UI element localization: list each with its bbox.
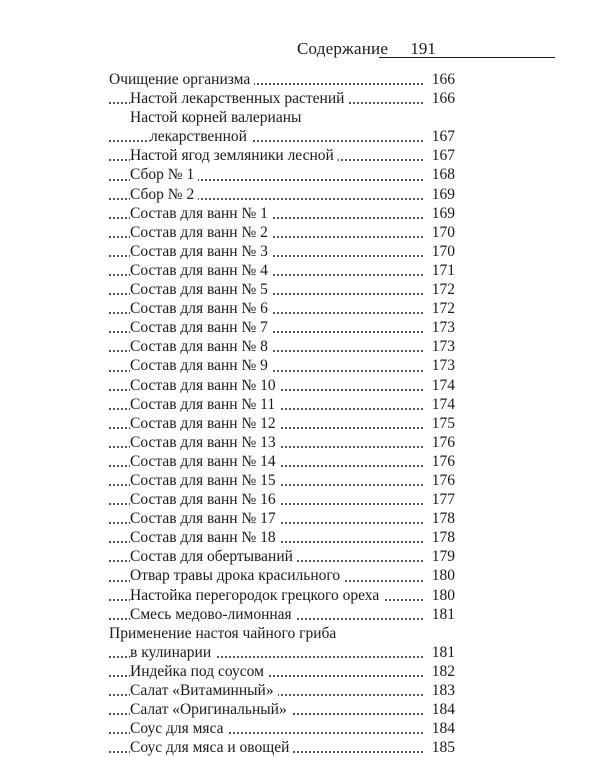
toc-entry-title: Состав для ванн № 1 <box>130 204 272 223</box>
toc-entry <box>109 395 455 414</box>
toc-entry-page-number: 169 <box>425 204 455 223</box>
toc-entry <box>109 528 455 547</box>
toc-entry <box>109 586 455 605</box>
toc-entry-page-number: 180 <box>425 566 455 585</box>
toc-entry <box>109 643 455 662</box>
toc-entry-title: лекарственной <box>150 127 251 146</box>
toc-entry <box>109 471 455 490</box>
toc-entry <box>109 547 455 566</box>
toc-entry-title: Состав для ванн № 16 <box>130 490 280 509</box>
toc-entry <box>109 299 455 318</box>
toc-entry-page-number: 184 <box>425 719 455 738</box>
toc-entry <box>109 509 455 528</box>
toc-entry <box>109 376 455 395</box>
toc-entry-title: Индейка под соусом <box>130 662 268 681</box>
toc-entry <box>109 318 455 337</box>
toc-entry-page-number: 174 <box>425 376 455 395</box>
toc-entry-page-number: 183 <box>425 681 455 700</box>
toc-entry <box>109 624 455 643</box>
toc-entry <box>109 261 455 280</box>
toc-entry-page-number: 167 <box>425 146 455 165</box>
toc-entry <box>109 700 455 719</box>
toc-entry-page-number: 166 <box>425 89 455 108</box>
toc-entry-title: Состав для ванн № 18 <box>130 528 280 547</box>
toc-entry-title: Состав для ванн № 17 <box>130 509 280 528</box>
toc-entry-page-number: 172 <box>425 299 455 318</box>
toc-entry-page-number: 181 <box>425 605 455 624</box>
header-page-number: 191 <box>410 39 436 58</box>
toc-entry <box>109 242 455 261</box>
toc-entry <box>109 605 455 624</box>
toc-entry-page-number: 167 <box>425 127 455 146</box>
toc-entry <box>109 433 455 452</box>
toc-entry-title: Состав для ванн № 5 <box>130 280 272 299</box>
toc-entry-title: Состав для ванн № 13 <box>130 433 280 452</box>
toc-entry-page-number: 184 <box>425 700 455 719</box>
toc-entry <box>109 566 455 585</box>
toc-entry-page-number: 177 <box>425 490 455 509</box>
toc-entry-page-number: 176 <box>425 433 455 452</box>
toc-entry-page-number: 185 <box>425 738 455 757</box>
toc-entry-page-number: 166 <box>425 70 455 89</box>
toc-entry-title: Настой корней валерианы <box>130 109 302 127</box>
toc-entry-title: Состав для ванн № 15 <box>130 471 280 490</box>
toc-entry-title: Состав для ванн № 9 <box>130 356 272 375</box>
toc-entry <box>109 738 455 757</box>
toc-entry-page-number: 180 <box>425 586 455 605</box>
running-header <box>297 38 555 60</box>
toc-entry-page-number: 172 <box>425 280 455 299</box>
toc-entry-title: Сбор № 2 <box>130 185 198 204</box>
toc-entry-title: Салат «Витаминный» <box>130 681 278 700</box>
toc-entry <box>109 146 455 165</box>
table-of-contents <box>109 70 455 757</box>
toc-entry-page-number: 170 <box>425 242 455 261</box>
toc-entry-page-number: 178 <box>425 509 455 528</box>
toc-entry-title: Отвар травы дрока красильного <box>130 566 344 585</box>
toc-entry-title: Настой лекарственных растений <box>130 89 348 108</box>
toc-entry-title: Состав для ванн № 6 <box>130 299 272 318</box>
toc-entry-title: Состав для ванн № 7 <box>130 318 272 337</box>
toc-entry-title: Состав для ванн № 11 <box>130 395 279 414</box>
toc-entry-page-number: 181 <box>425 643 455 662</box>
toc-entry <box>109 165 455 184</box>
toc-entry-title: Состав для ванн № 2 <box>130 223 272 242</box>
toc-entry <box>109 89 455 108</box>
toc-entry <box>109 70 455 89</box>
toc-entry <box>109 356 455 375</box>
toc-entry-title: Состав для обертываний <box>130 547 297 566</box>
toc-entry-title: Состав для ванн № 14 <box>130 452 280 471</box>
toc-entry-page-number: 169 <box>425 185 455 204</box>
toc-entry-title: Настой ягод земляники лесной <box>130 146 338 165</box>
toc-entry-title: Состав для ванн № 3 <box>130 242 272 261</box>
toc-entry-title: Применение настоя чайного гриба <box>109 624 337 642</box>
toc-entry <box>109 280 455 299</box>
toc-entry <box>109 452 455 471</box>
toc-entry-page-number: 182 <box>425 662 455 681</box>
toc-entry <box>109 204 455 223</box>
toc-entry-page-number: 174 <box>425 395 455 414</box>
toc-entry-page-number: 178 <box>425 528 455 547</box>
toc-entry <box>109 719 455 738</box>
toc-entry-title: Настойка перегородок грецкого ореха <box>130 586 383 605</box>
header-rule <box>379 57 555 58</box>
toc-entry <box>109 662 455 681</box>
toc-entry-title: Соус для мяса и овощей <box>130 738 293 757</box>
toc-entry <box>109 337 455 356</box>
toc-entry-page-number: 173 <box>425 356 455 375</box>
toc-entry-title: Состав для ванн № 4 <box>130 261 272 280</box>
toc-entry-page-number: 173 <box>425 337 455 356</box>
toc-entry <box>109 185 455 204</box>
toc-entry-page-number: 170 <box>425 223 455 242</box>
toc-entry-title: Состав для ванн № 8 <box>130 337 272 356</box>
toc-entry <box>109 681 455 700</box>
toc-entry-page-number: 175 <box>425 414 455 433</box>
toc-entry-page-number: 173 <box>425 318 455 337</box>
toc-entry-page-number: 176 <box>425 452 455 471</box>
toc-entry-title: Соус для мяса <box>130 719 228 738</box>
toc-entry-page-number: 168 <box>425 165 455 184</box>
toc-entry-title: Очищение организма <box>109 70 254 89</box>
toc-entry <box>109 490 455 509</box>
toc-entry-title: Состав для ванн № 10 <box>130 376 280 395</box>
toc-entry-page-number: 179 <box>425 547 455 566</box>
toc-entry-page-number: 171 <box>425 261 455 280</box>
header-title: Содержание <box>297 39 389 58</box>
toc-entry <box>109 108 455 127</box>
toc-entry-title: в кулинарии <box>130 643 215 662</box>
toc-entry-title: Салат «Оригинальный» <box>130 700 291 719</box>
toc-entry <box>109 223 455 242</box>
toc-entry <box>109 414 455 433</box>
toc-entry-title: Сбор № 1 <box>130 165 198 184</box>
toc-entry-page-number: 176 <box>425 471 455 490</box>
toc-entry-title: Состав для ванн № 12 <box>130 414 280 433</box>
toc-entry <box>109 127 455 146</box>
toc-entry-title: Смесь медово-лимонная <box>130 605 296 624</box>
